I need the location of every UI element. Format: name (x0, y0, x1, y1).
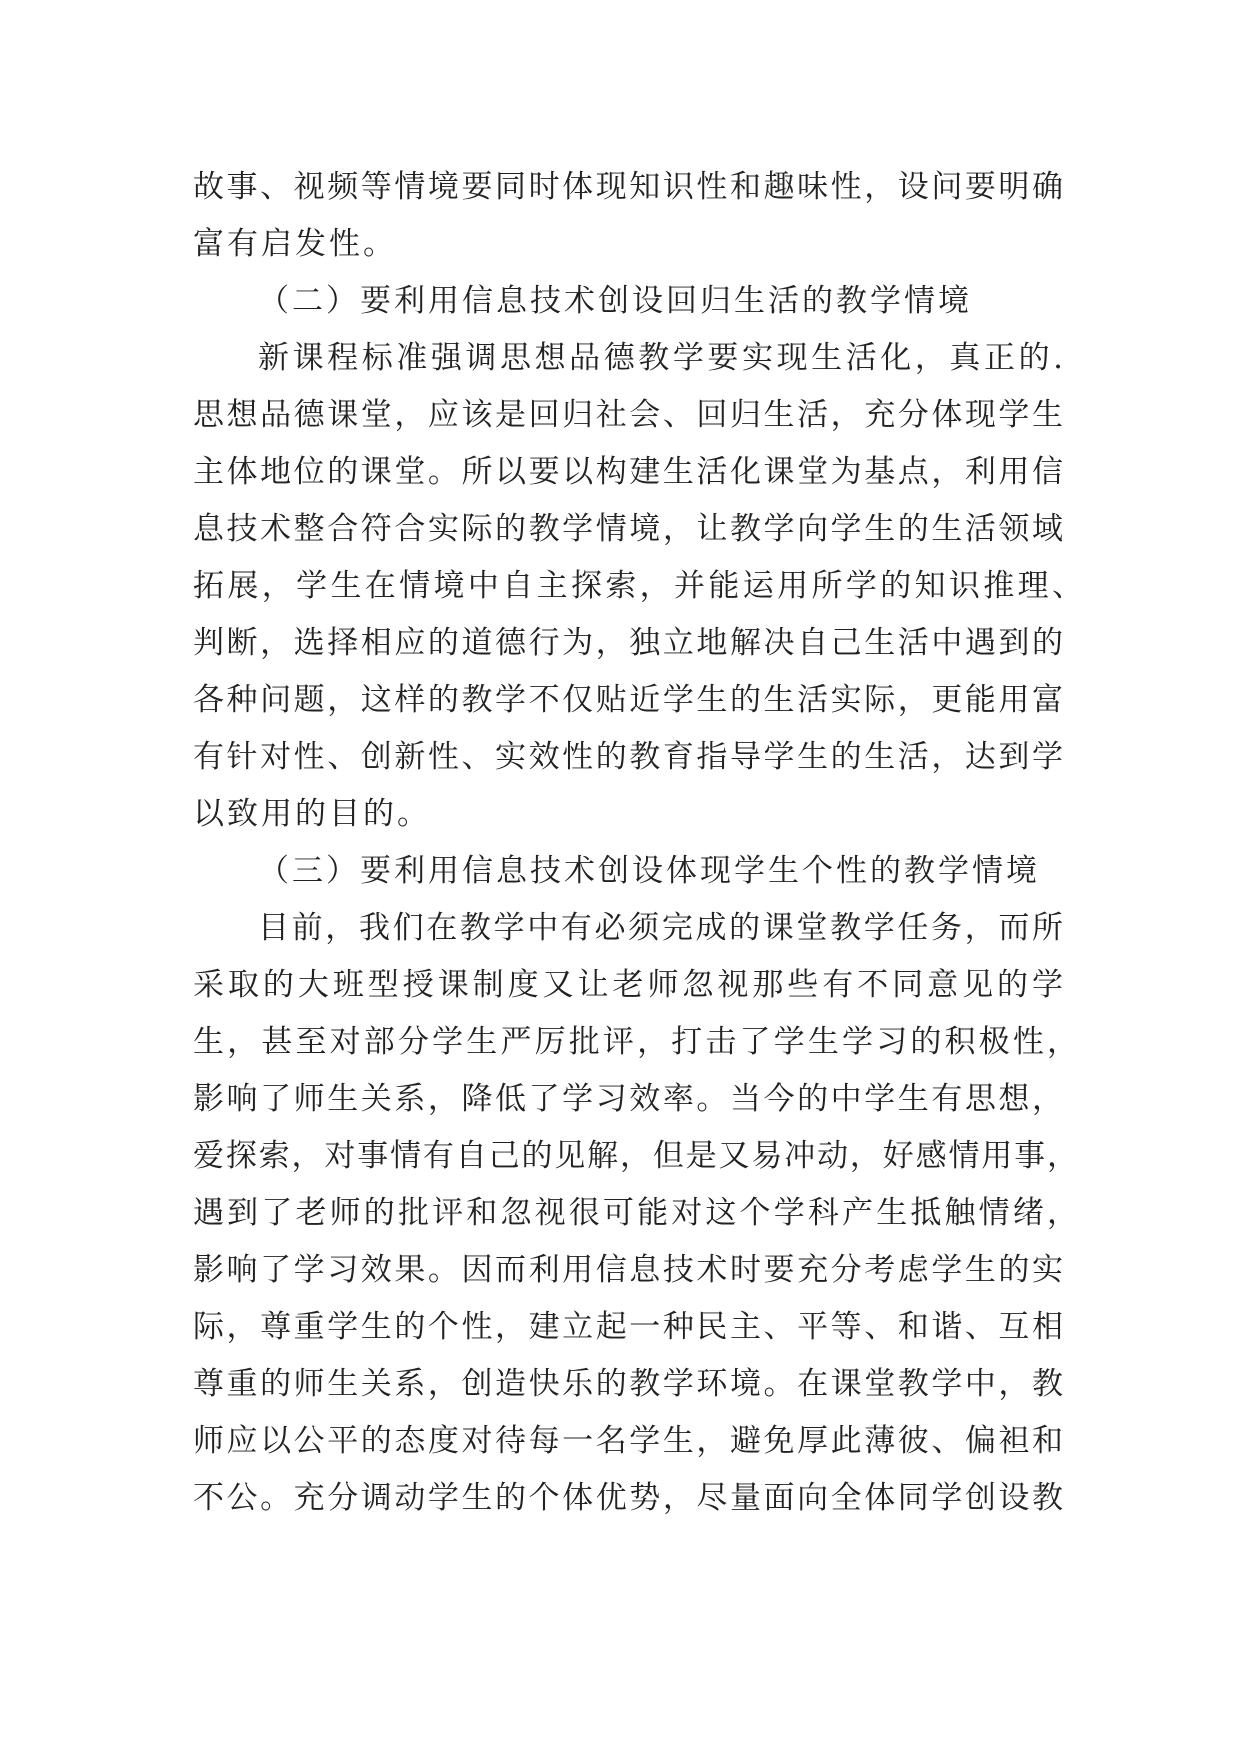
section-heading: （三）要利用信息技术创设体现学生个性的教学情境 (258, 853, 1040, 889)
text-line: 目前，我们在教学中有必须完成的课堂教学任务，而所 (258, 910, 1063, 946)
text-line: 师应以公平的态度对待每一名学生，避免厚此薄彼、偏袒和 (193, 1423, 1063, 1459)
text-line: 影响了师生关系，降低了学习效率。当今的中学生有思想， (193, 1081, 1063, 1117)
text-line: 影响了学习效果。因而利用信息技术时要充分考虑学生的实 (193, 1252, 1063, 1288)
text-line: 思想品德课堂，应该是回归社会、回归生活，充分体现学生 (193, 397, 1063, 433)
text-line: 不公。充分调动学生的个体优势，尽量面向全体同学创设教 (193, 1480, 1063, 1516)
text-line: 故事、视频等情境要同时体现知识性和趣味性，设问要明确 (193, 169, 1063, 205)
text-line: 拓展，学生在情境中自主探索，并能运用所学的知识推理、 (193, 568, 1083, 604)
text-line: 遇到了老师的批评和忽视很可能对这个学科产生抵触情绪， (193, 1195, 1078, 1231)
text-line: 主体地位的课堂。所以要以构建生活化课堂为基点，利用信 (193, 454, 1063, 490)
text-line: 以致用的目的。 (193, 796, 431, 832)
text-line: 爱探索，对事情有自己的见解，但是又易冲动，好感情用事， (193, 1138, 1078, 1174)
text-line: 息技术整合符合实际的教学情境，让教学向学生的生活领域 (193, 511, 1063, 547)
text-line: 各种问题，这样的教学不仅贴近学生的生活实际，更能用富 (193, 682, 1063, 718)
text-line: 采取的大班型授课制度又让老师忽视那些有不同意见的学 (193, 967, 1063, 1003)
text-line: 有针对性、创新性、实效性的教育指导学生的生活，达到学 (193, 739, 1063, 775)
text-line: 际，尊重学生的个性，建立起一种民主、平等、和谐、互相 (193, 1309, 1063, 1345)
text-line: 尊重的师生关系，创造快乐的教学环境。在课堂教学中，教 (193, 1366, 1063, 1402)
text-line: 富有启发性。 (193, 226, 397, 262)
text-line: 生，甚至对部分学生严厉批评，打击了学生学习的积极性， (193, 1024, 1078, 1060)
text-line: 判断，选择相应的道德行为，独立地解决自己生活中遇到的 (193, 625, 1063, 661)
section-heading: （二）要利用信息技术创设回归生活的教学情境 (258, 283, 972, 319)
text-line: 新课程标准强调思想品德教学要实现生活化，真正的. (258, 340, 1063, 376)
